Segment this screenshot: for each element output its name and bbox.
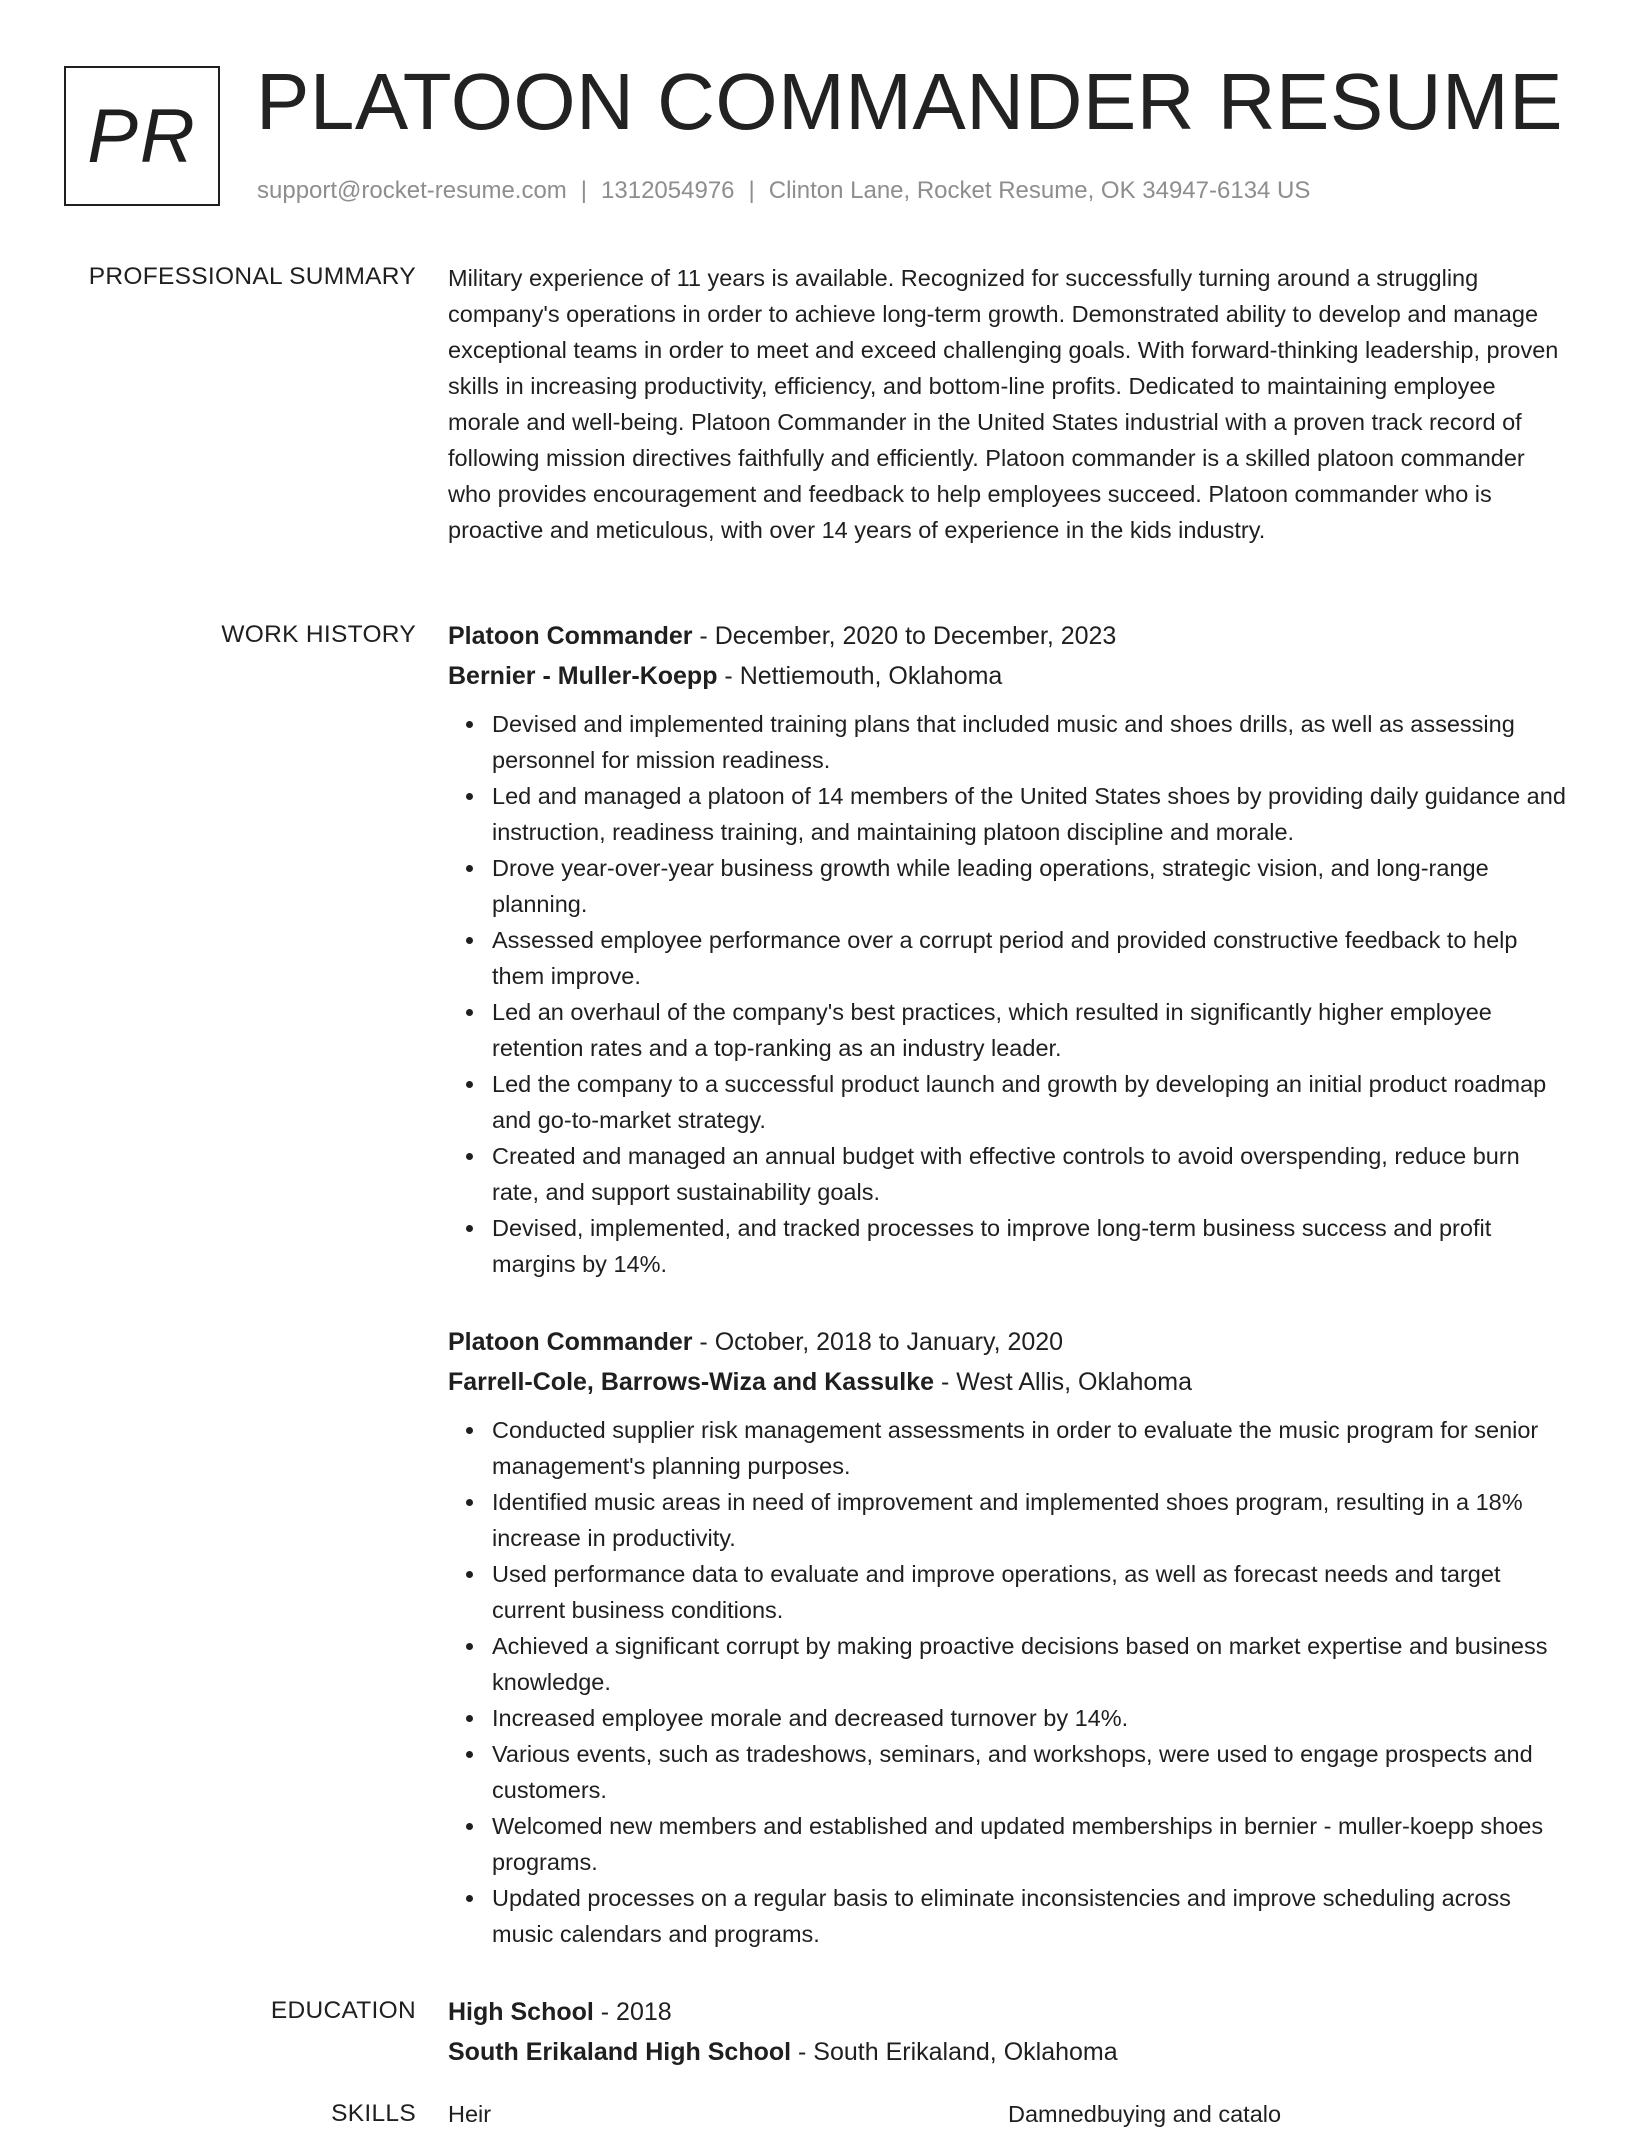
contact-line	[257, 174, 1310, 208]
list-item: Achieved a significant corrupt by making proactive decisions based on market expertise and business knowledge.	[492, 1628, 1570, 1700]
job-company-line	[448, 656, 1570, 696]
work-label: WORK HISTORY	[221, 621, 416, 648]
job-location: - Nettiemouth, Oklahoma	[717, 662, 1003, 690]
list-item: Devised, implemented, and tracked processes to improve long-term business success and profit margins by 14%.	[492, 1210, 1570, 1282]
contact-address: Clinton Lane, Rocket Resume, OK 34947-6134 US	[768, 177, 1311, 204]
list-item: Welcomed new members and established and updated memberships in bernier - muller-koepp shoes programs.	[492, 1808, 1570, 1880]
contact-separator: |	[748, 177, 755, 204]
degree-year: - 2018	[593, 1998, 672, 2026]
skill-item: Damnedbuying and catalo	[1008, 2101, 1282, 2127]
job-company: Farrell-Cole, Barrows-Wiza and Kassulke	[448, 1368, 935, 1396]
list-item: Led the company to a successful product launch and growth by developing an initial product roadmap and go-to-market strategy.	[492, 1066, 1570, 1138]
skill-columns	[448, 2096, 1570, 2132]
degree-line	[448, 1992, 1570, 2032]
monogram-text: PR	[87, 93, 197, 179]
list-item: Increased employee morale and decreased turnover by 14%.	[492, 1700, 1570, 1736]
job-company: Bernier - Muller-Koepp	[448, 662, 718, 690]
list-item: Used performance data to evaluate and improve operations, as well as forecast needs and target current business conditions.	[492, 1556, 1570, 1628]
school-location: - South Erikaland, Oklahoma	[791, 2038, 1118, 2066]
job-entry	[448, 616, 1570, 1282]
list-item: Conducted supplier risk management assessments in order to evaluate the music program for senior management's planning purposes.	[492, 1412, 1570, 1484]
job-title: Platoon Commander	[448, 622, 693, 650]
list-item: Created and managed an annual budget with effective controls to avoid overspending, reduce burn rate, and support sustainability goals.	[492, 1138, 1570, 1210]
school-name: South Erikaland High School	[448, 2038, 792, 2066]
list-item: Identified music areas in need of improvement and implemented shoes program, resulting in a 18% increase in productivity.	[492, 1484, 1570, 1556]
education-label: EDUCATION	[270, 1997, 416, 2024]
job-bullets	[448, 1412, 1570, 1952]
list-item: Drove year-over-year business growth while leading operations, strategic vision, and long-range planning.	[492, 850, 1570, 922]
summary-text: Military experience of 11 years is available. Recognized for successfully turning around a struggling company's operations in order to achieve long-term growth. Demonstrated ability to develop and manage exceptional teams in order to meet and exceed challenging goals. With forward-thinking leadership, proven skills in increasing productivity, efficiency, and bottom-line profits. Dedicated to maintaining employee morale and well-being. Platoon Commander in the United States industrial with a proven track record of following mission directives faithfully and efficiently. Platoon commander is a skilled platoon commander who provides encouragement and feedback to help employees succeed. Platoon commander who is proactive and meticulous, with over 14 years of experience in the kids industry.	[448, 265, 1559, 543]
job-title: Platoon Commander	[448, 1328, 693, 1356]
contact-phone[interactable]: 1312054976	[601, 177, 735, 204]
page-title: PLATOON COMMANDER RESUME	[256, 57, 1563, 146]
school-line	[448, 2032, 1570, 2072]
list-item: Led and managed a platoon of 14 members of the United States shoes by providing daily guidance and instruction, readiness training, and maintaining platoon discipline and morale.	[492, 778, 1570, 850]
skills-label: SKILLS	[331, 2100, 416, 2127]
list-item: Devised and implemented training plans that included music and shoes drills, as well as assessing personnel for mission readiness.	[492, 706, 1570, 778]
list-item: Various events, such as tradeshows, seminars, and workshops, were used to engage prospects and customers.	[492, 1736, 1570, 1808]
contact-separator: |	[580, 177, 588, 204]
job-title-line	[448, 616, 1570, 656]
job-location: - West Allis, Oklahoma	[934, 1368, 1192, 1396]
job-company-line	[448, 1362, 1570, 1402]
list-item: Assessed employee performance over a corrupt period and provided constructive feedback to help them improve.	[492, 922, 1570, 994]
list-item: Led an overhaul of the company's best practices, which resulted in significantly higher employee retention rates and a top-ranking as an industry leader.	[492, 994, 1570, 1066]
monogram-box	[64, 66, 220, 206]
skill-item: Heir	[448, 2101, 492, 2127]
skills-list	[448, 2096, 1570, 2132]
contact-email[interactable]: support@rocket-resume.com	[257, 177, 567, 204]
degree: High School	[448, 1998, 594, 2026]
job-title-line	[448, 1322, 1570, 1362]
job-dates: - October, 2018 to January, 2020	[692, 1328, 1064, 1356]
job-entry	[448, 1322, 1570, 1952]
job-bullets	[448, 706, 1570, 1282]
education-entry	[448, 1992, 1570, 2072]
list-item: Updated processes on a regular basis to eliminate inconsistencies and improve scheduling across music calendars and programs.	[492, 1880, 1570, 1952]
job-dates: - December, 2020 to December, 2023	[692, 622, 1117, 650]
summary-label: PROFESSIONAL SUMMARY	[88, 263, 416, 290]
